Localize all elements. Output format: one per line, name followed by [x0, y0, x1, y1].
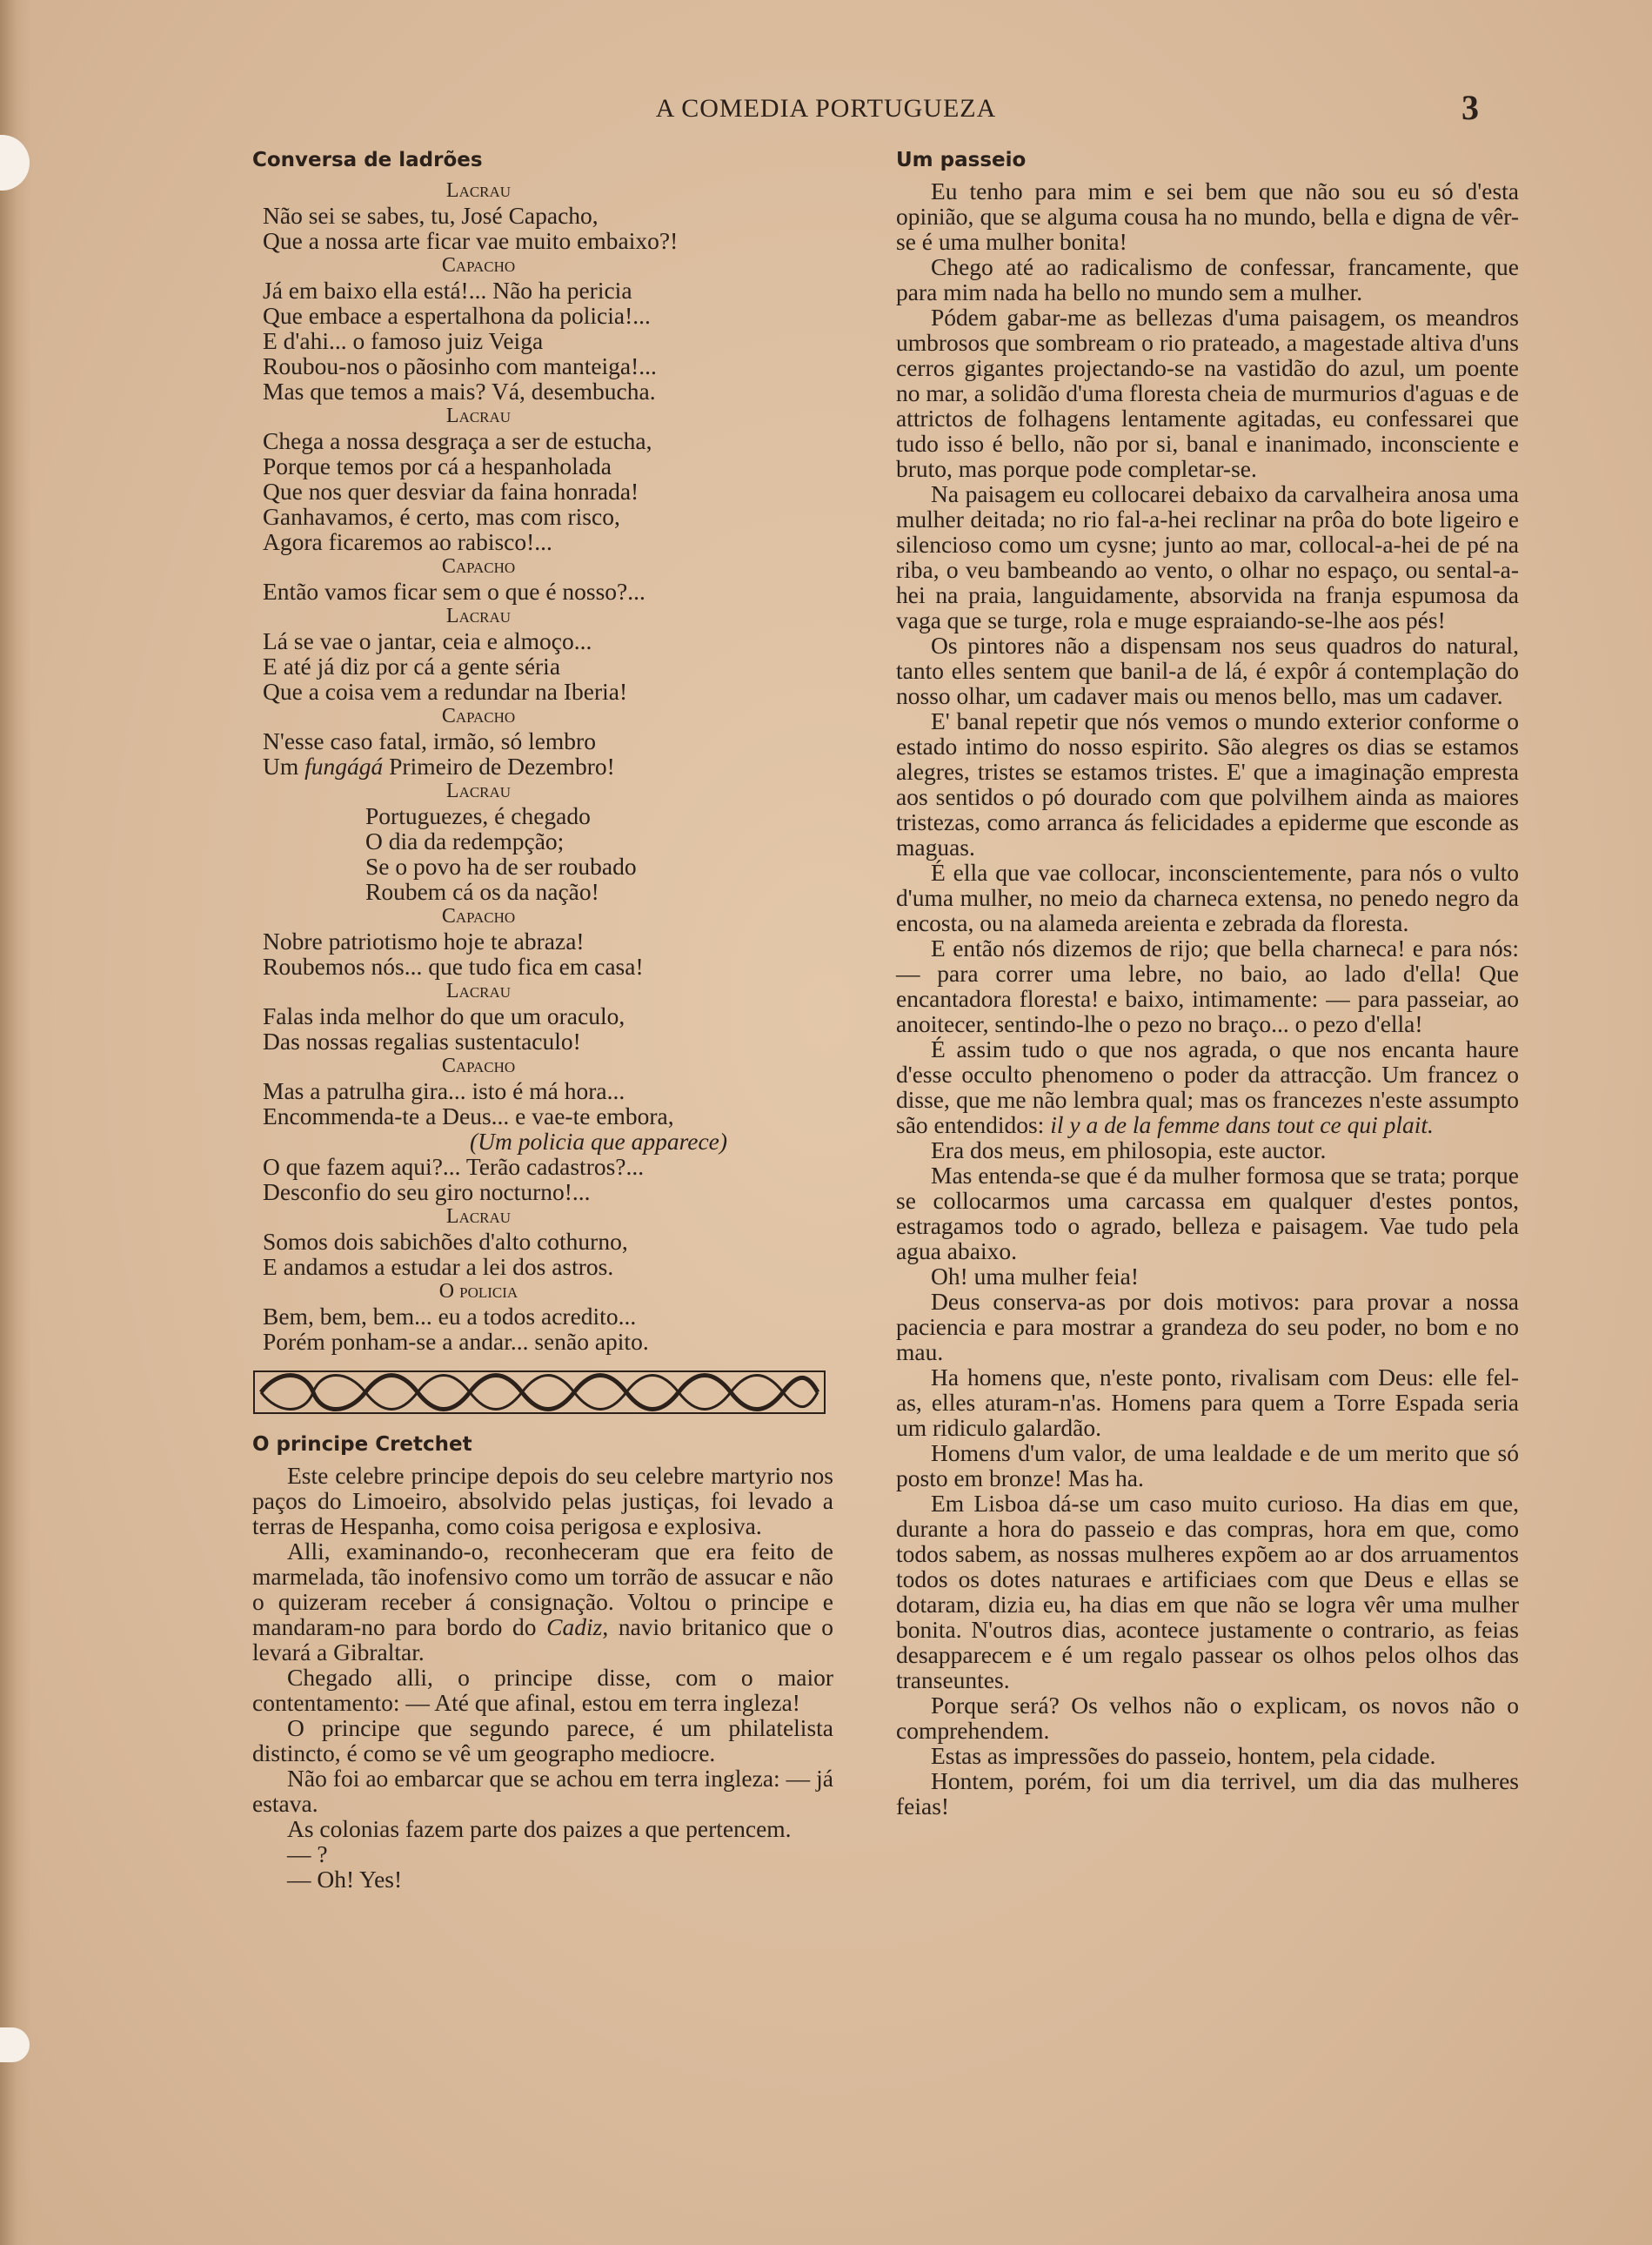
- paragraph: [896, 1036, 1519, 1137]
- verse-line: Bem, bem, bem... eu a todos acredito...: [263, 1303, 637, 1330]
- paragraph: Porque será? Os velhos não o explicam, os novos não o comprehendem.: [896, 1692, 1519, 1744]
- verse-line: Roubem cá os da nação!: [365, 878, 599, 905]
- dialogue-block: [252, 1204, 833, 1279]
- verse-line: O que fazem aqui?... Terão cadastros?...: [263, 1153, 645, 1180]
- dialogue-block: [252, 779, 833, 904]
- verse-line: Mas a patrulha gira... isto é má hora...: [263, 1077, 625, 1104]
- principe-title: O principe Cretchet: [252, 1433, 472, 1456]
- verse-line: N'esse caso fatal, irmão, só lembro: [263, 727, 596, 754]
- passeio-title: Um passeio: [896, 149, 1027, 171]
- dialogue-block: [252, 178, 833, 253]
- dialogue-block: [252, 253, 833, 404]
- paragraph-text: É assim tudo o que nos agrada, o que nos encanta haure d'esse occulto phenomeno o poder da attracção. Um francez o disse, que me não lembra qual; mas os francezes n'este assumpto são entendidos:: [896, 1035, 1519, 1138]
- paragraph: Na paisagem eu collocarei debaixo da carvalheira anosa uma mulher deitada; no rio fal-a-hei reclinar na prôa do bote ligeiro e silencioso como um cysne; junto ao mar, collocal-a-hei de pé na riba, o veu bambeando ao vento, o olhar no espaço, ou sental-a-hei na praia, languidamente, absorvida na franja espumosa da vaga que se turge, rola e muge espraiando-se-lhe aos pés!: [896, 480, 1519, 633]
- paragraph: Eu tenho para mim e sei bem que não sou eu só d'esta opinião, que se alguma cousa ha no mundo, bella e digna de vêr-se é uma mulher bonita!: [896, 178, 1519, 255]
- verse-line: Que a coisa vem a redundar na Iberia!: [263, 678, 628, 705]
- paragraph: Era dos meus, em philosopia, este auctor.: [931, 1136, 1327, 1163]
- verse-line: E até já diz por cá a gente séria: [263, 653, 561, 680]
- paragraph: E então nós dizemos de rijo; que bella charneca! e para nós: — para correr uma lebre, no baio, ao lado d'ella! Que encantadora floresta! e baixo, intimamente: — para passeiar, ao anoitecer, sentindo-lhe o pezo no braço... o pezo d'ella!: [896, 935, 1519, 1037]
- paragraph: Ha homens que, n'este ponto, rivalisam com Deus: elle fel-as, elles aturam-n'as. Homens para quem a Torre Espada seria um ridiculo galardão.: [896, 1364, 1519, 1441]
- paragraph: Estas as impressões do passeio, hontem, pela cidade.: [931, 1742, 1436, 1769]
- verse-line: Chega a nossa desgraça a ser de estucha,: [263, 427, 652, 454]
- paragraph: É ella que vae collocar, inconscientemente, para nós o vulto d'uma mulher, no meio da charneca extensa, no penedo negro da encosta, ou na alameda areienta e zebrada da floresta.: [896, 859, 1519, 936]
- paragraph: [252, 1538, 833, 1665]
- verse-line: Que nos quer desviar da faina honrada!: [263, 478, 639, 505]
- verse-line: O dia da redempção;: [365, 828, 565, 854]
- decorative-divider: [252, 1368, 826, 1417]
- speaker-label: Lacrau: [445, 179, 512, 202]
- paragraph: Hontem, porém, foi um dia terrivel, um dia das mulheres feias!: [896, 1767, 1519, 1819]
- dialogue-block: [252, 1054, 833, 1204]
- speaker-label: Capacho: [441, 905, 516, 928]
- paragraph: Chego até ao radicalismo de confessar, francamente, que para mim nada ha bello no mundo sem a mulher.: [896, 253, 1519, 305]
- paragraph: E' banal repetir que nós vemos o mundo exterior conforme o estado intimo do nosso espirito. São alegres os dias se estamos alegres, tristes se estamos tristes. E' que a imaginação empresta aos sentidos o pó dourado com que polvilhem ainda as maiores tristezas, como arranca ás felicidades a epiderme que esconde as maguas.: [896, 707, 1519, 861]
- stage-direction: (Um policia que apparece): [470, 1128, 728, 1155]
- speaker-label: Capacho: [441, 555, 516, 578]
- verse-line: Que a nossa arte ficar vae muito embaixo?!: [263, 227, 679, 254]
- speaker-label: Capacho: [441, 1055, 516, 1077]
- paragraph: Mas entenda-se que é da mulher formosa que se trata; porque se collocarmos uma carcassa em qualquer d'estes pontos, estragamos todo o agrado, belleza e paisagem. Vae tudo pela agua abaixo.: [896, 1162, 1519, 1264]
- verse-line: Mas que temos a mais? Vá, desembucha.: [263, 378, 656, 405]
- verse-italic-text: fungágá: [304, 753, 384, 780]
- speaker-label: Lacrau: [445, 980, 512, 1002]
- paragraph: — ?: [287, 1840, 328, 1867]
- verse-line: Das nossas regalias sustentaculo!: [263, 1028, 581, 1055]
- paragraph: Em Lisboa dá-se um caso muito curioso. Ha dias em que, durante a hora do passeio e das compras, hora em que, como todos sabem, as nossas mulheres expõem ao ar dos arruamentos todos os dotes naturaes e artificiaes com que Deus e ellas se dotaram, dizia eu, ha dias em que não se logra vêr uma mulher bonita. N'outros dias, acontece justamente o contrario, as feias desapparecem e é um regalo passear os olhos pelos olhos das transeuntes.: [896, 1490, 1519, 1693]
- dialogue-block: [252, 554, 833, 604]
- speaker-label: O policia: [438, 1280, 518, 1303]
- paragraph-text: Alli, examinando-o, reconheceram que era feito de marmelada, tão inofensivo como um torrão de assucar e não o quizeram receber á consignação. Voltou o principe e mandaram-no para bordo do: [252, 1538, 833, 1640]
- dialogue-block: [252, 604, 833, 704]
- french-quote: il y a de la femme dans tout ce qui plait.: [1050, 1111, 1434, 1138]
- verse-line: Já em baixo ella está!... Não ha pericia: [263, 277, 632, 304]
- verse-line: Porém ponham-se a andar... senão apito.: [263, 1328, 649, 1355]
- verse-line: Então vamos ficar sem o que é nosso?...: [263, 578, 645, 605]
- paragraph-text: , navio britanico que o levará a Gibraltar.: [252, 1613, 833, 1665]
- speaker-label: Lacrau: [445, 605, 512, 627]
- verse-line: E d'ahi... o famoso juiz Veiga: [263, 327, 544, 354]
- verse-line: Portuguezes, é chegado: [365, 802, 591, 829]
- paragraph: — Oh! Yes!: [287, 1866, 403, 1893]
- paragraph: Homens d'um valor, de uma lealdade e de um merito que só posto em bronze! Mas ha.: [896, 1439, 1519, 1491]
- paragraph: Não foi ao embarcar que se achou em terra ingleza: — já estava.: [252, 1765, 833, 1817]
- verse-text: Um: [263, 753, 305, 780]
- dialogue-block: [252, 979, 833, 1054]
- right-column: [896, 148, 1519, 1819]
- speaker-label: Lacrau: [445, 405, 512, 427]
- speaker-label: Capacho: [441, 705, 516, 727]
- verse-line: Agora ficaremos ao rabisco!...: [263, 528, 552, 555]
- speaker-label: Lacrau: [445, 780, 512, 802]
- paragraph: Os pintores não a dispensam nos seus quadros do natural, tanto elles sentem que banil-a de lá, é expôr á contemplação do nosso olhar, um cadaver mais ou menos bello, mas um cadaver.: [896, 632, 1519, 709]
- ornament-scroll-icon: [252, 1368, 826, 1417]
- verse-line: Nobre patriotismo hoje te abraza!: [263, 928, 585, 955]
- paragraph: Chegado alli, o principe disse, com o maior contentamento: — Até que afinal, estou em terra ingleza!: [252, 1664, 833, 1716]
- paragraph: Pódem gabar-me as bellezas d'uma paisagem, os meandros umbrosos que sombream o rio prateado, a magestade altiva d'uns cerros gigantes projectando-se na vastidão do azul, um poente no mar, a solidão d'uma floresta cheia de murmurios d'aguas e de attrictos de folhagens lentamente agitadas, eu confessarei que tudo isso é bello, não por si, banal e inanimado, inconsciente e bruto, mas porque pode completar-se.: [896, 304, 1519, 482]
- verse-line: Porque temos por cá a hespanholada: [263, 452, 612, 479]
- verse-line: Somos dois sabichões d'alto cothurno,: [263, 1228, 628, 1255]
- page-number: 3: [1461, 88, 1479, 127]
- verse-line: Ganhavamos, é certo, mas com risco,: [263, 503, 620, 530]
- paragraph: Oh! uma mulher feia!: [931, 1263, 1140, 1290]
- verse-line: [252, 754, 833, 779]
- paragraph: O principe que segundo parece, é um philatelista distincto, é como se vê um geographo mediocre.: [252, 1714, 833, 1766]
- page-header-title: A COMEDIA PORTUGUEZA: [655, 94, 997, 123]
- verse-text: Primeiro de Dezembro!: [383, 753, 615, 780]
- verse-line: Desconfio do seu giro nocturno!...: [263, 1178, 591, 1205]
- binding-edge: [0, 0, 31, 2245]
- verse-line: Que embace a espertalhona da policia!...: [263, 302, 651, 329]
- speaker-label: Capacho: [441, 254, 516, 277]
- paragraph: Este celebre principe depois do seu celebre martyrio nos paços do Limoeiro, absolvido pelas justiças, foi levado a terras de Hespanha, como coisa perigosa e explosiva.: [252, 1462, 833, 1539]
- verse-line: E andamos a estudar a lei dos astros.: [263, 1253, 614, 1280]
- verse-line: Roubou-nos o pãosinho com manteiga!...: [263, 352, 657, 379]
- dialogue-block: [252, 904, 833, 979]
- verse-line: Não sei se sabes, tu, José Capacho,: [263, 202, 599, 229]
- verse-line: Se o povo ha de ser roubado: [365, 853, 637, 880]
- dialogue-block: [252, 404, 833, 554]
- verse-line: Encommenda-te a Deus... e vae-te embora,: [263, 1102, 674, 1129]
- left-column: [252, 148, 833, 1892]
- ship-name: Cadiz: [546, 1613, 603, 1640]
- speaker-label: Lacrau: [445, 1205, 512, 1228]
- verse-line: Falas inda melhor do que um oraculo,: [263, 1002, 625, 1029]
- verse-line: Roubemos nós... que tudo fica em casa!: [263, 953, 644, 980]
- dialogue-block: [252, 1279, 833, 1354]
- paragraph: As colonias fazem parte dos paizes a que pertencem.: [287, 1815, 792, 1842]
- dialogue-title: Conversa de ladrões: [252, 149, 483, 171]
- paragraph: Deus conserva-as por dois motivos: para provar a nossa paciencia e para mostrar a grandeza do seu poder, no bom e no mau.: [896, 1288, 1519, 1365]
- verse-line: Lá se vae o jantar, ceia e almoço...: [263, 627, 592, 654]
- dialogue-block: [252, 704, 833, 779]
